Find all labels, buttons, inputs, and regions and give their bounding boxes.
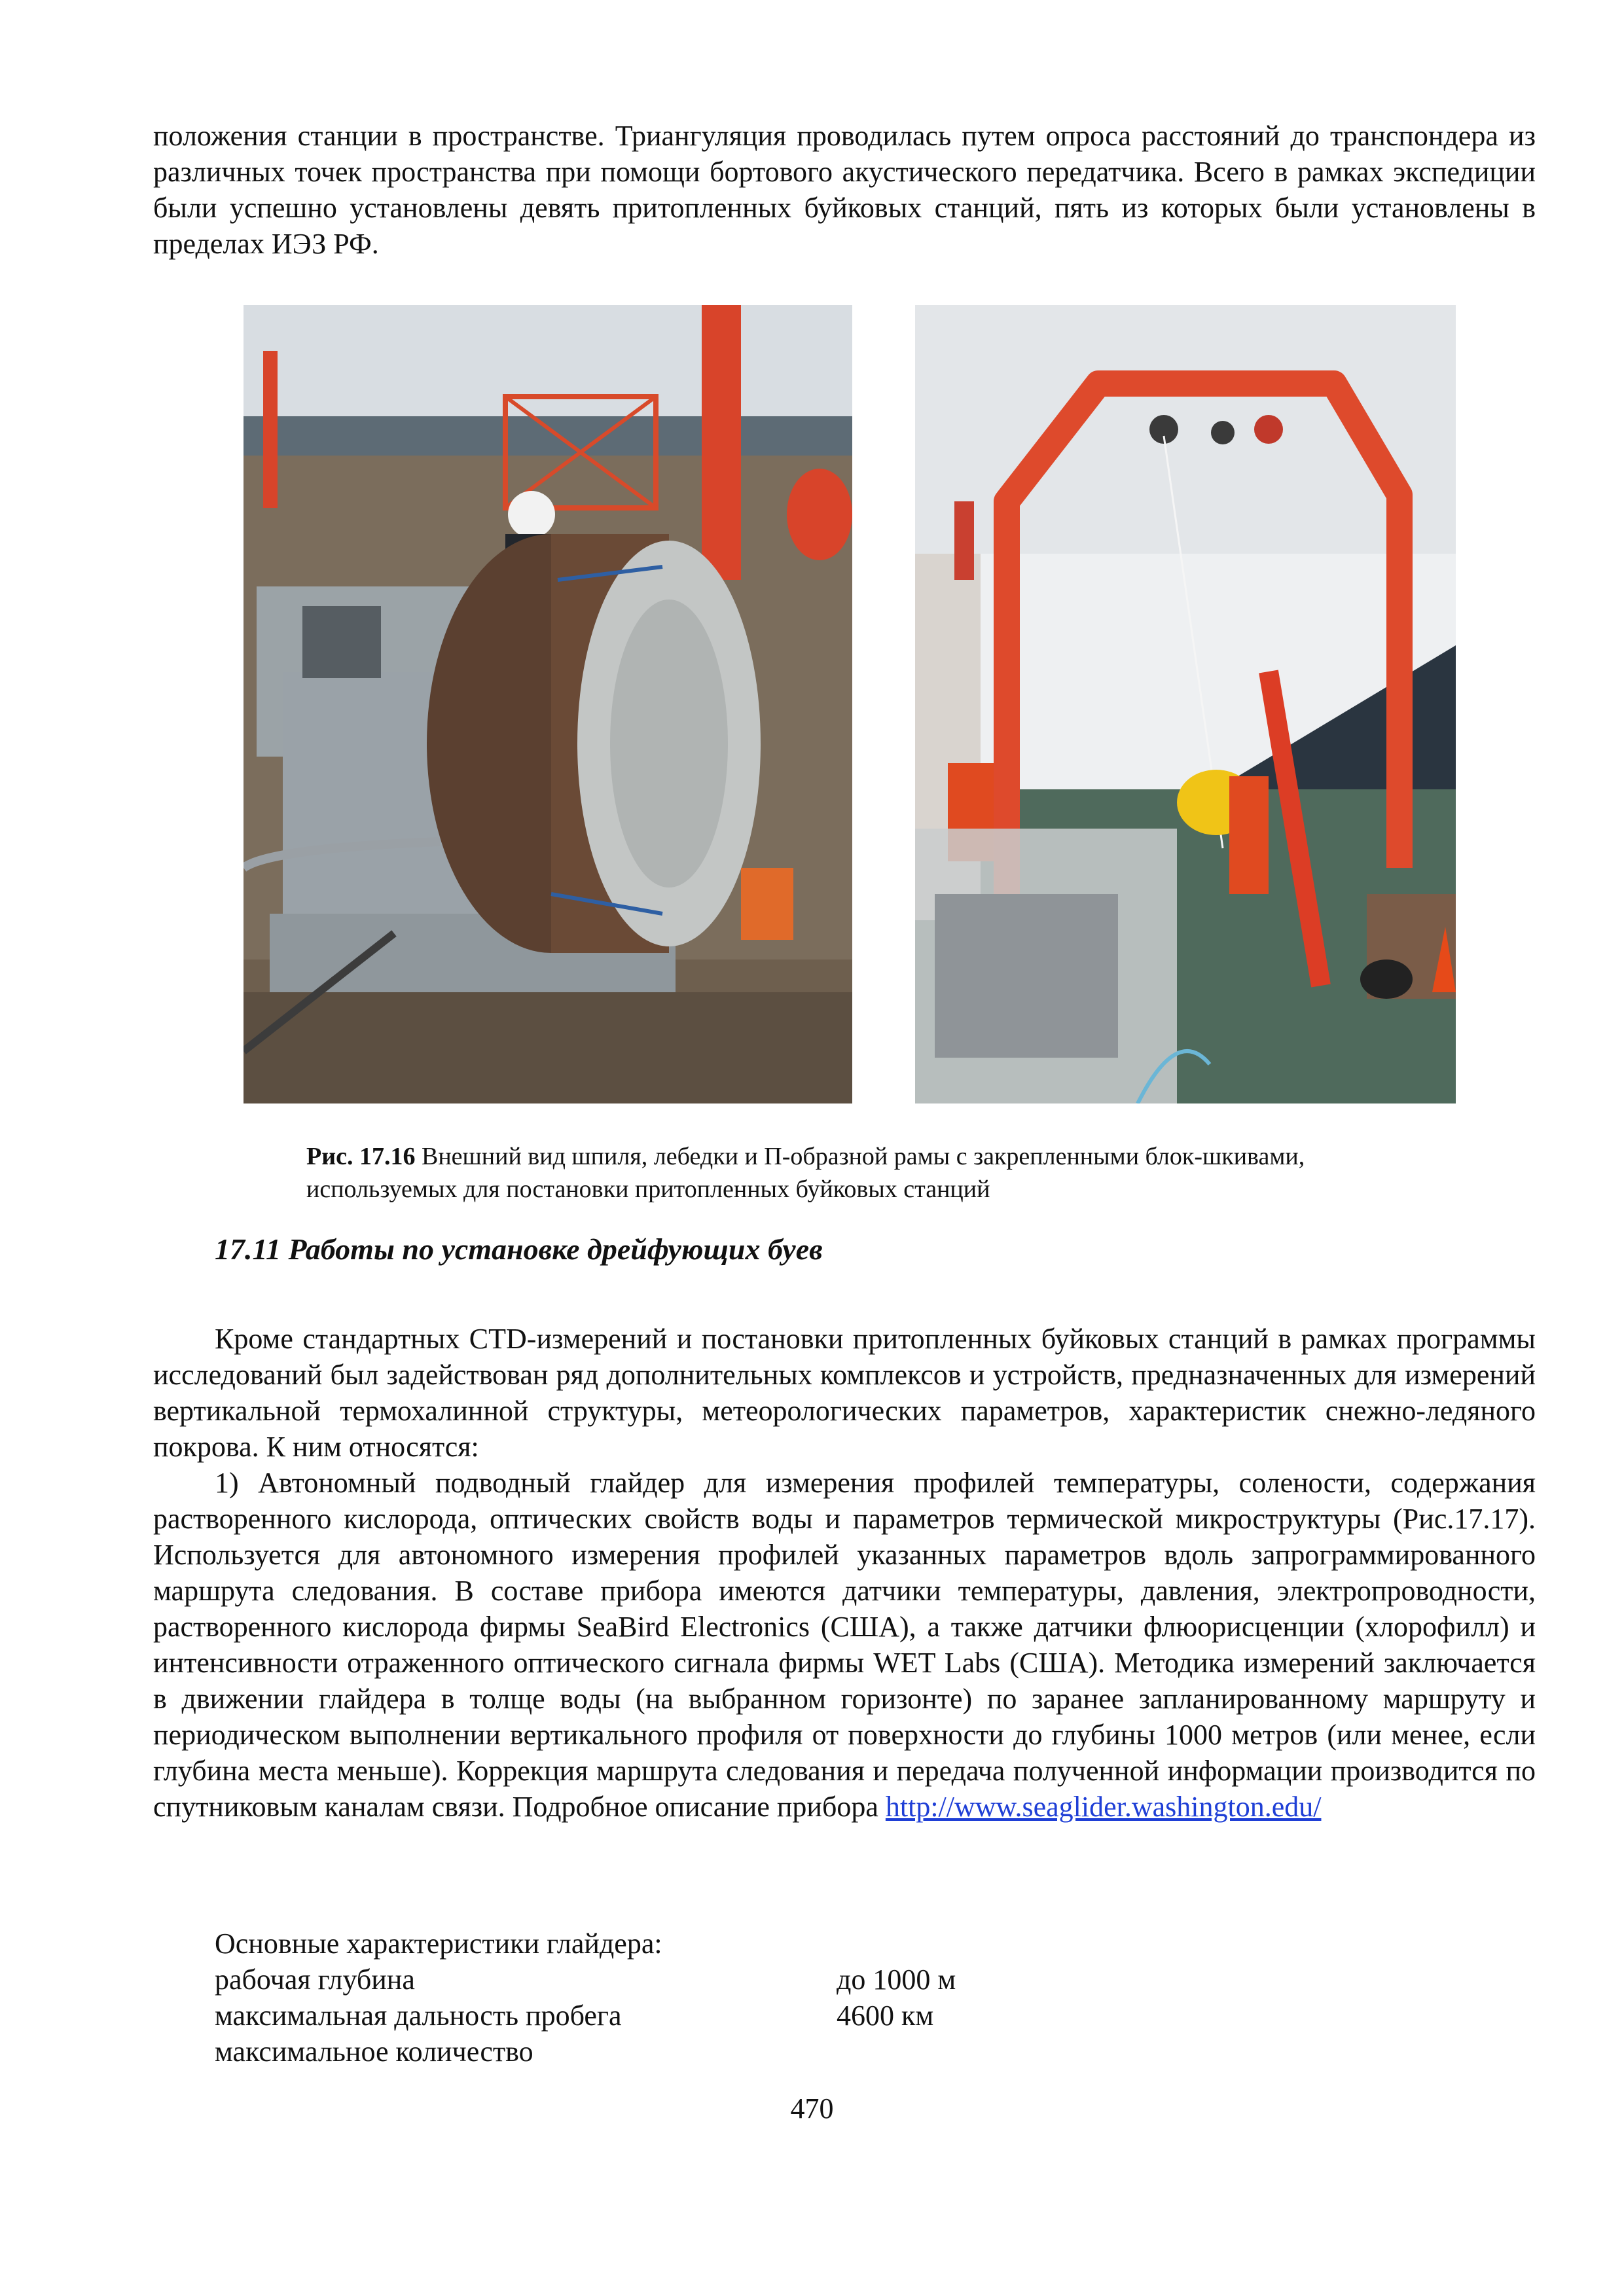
figure-caption [306,1140,1354,1206]
spec-label-depth: рабочая глубина [215,1964,415,1996]
section-heading: 17.11 Работы по установке дрейфующих буев [215,1232,823,1266]
page-number: 470 [790,2092,834,2125]
winch-photo [244,305,852,1103]
figure-label: Рис. 17.16 [306,1143,416,1170]
body-paragraph-2 [153,1465,1536,1825]
intro-paragraph: положения станции в пространстве. Триангуляция проводилась путем опроса расстояний до транспондера из различных точек пространства при помощи бортового акустического передатчика. Всего в рамках экспедиции были успешно установлены девять притопленных буйковых станций, пять из которых были установлены в пределах ИЭЗ РФ. [153,120,1536,260]
spec-label-range: максимальная дальность пробега [215,2000,622,2032]
specs-title: Основные характеристики глайдера: [215,1928,662,1960]
a-frame-photo [915,305,1456,1103]
spec-label-count: максимальное количество [215,2036,533,2068]
figure-caption-text: Внешний вид шпиля, лебедки и П-образной рамы с закрепленными блок-шкивами, используемых для постановки притопленных буйковых станций [306,1143,1305,1203]
seaglider-link[interactable]: http://www.seaglider.washington.edu/ [885,1791,1322,1823]
body-paragraph-2-text: 1) Автономный подводный глайдер для измерения профилей температуры, солености, содержания растворенного кислорода, оптических свойств воды и параметров термической микроструктуры (Рис.17.17). Используется для автономного измерения профилей указанных параметров вдоль запрограммированного маршрута следования. В составе прибора имеются датчики температуры, давления, электропроводности, растворенного кислорода фирмы SeaBird Electronics (США), а также датчики флюорисценции (хлорофилл) и интенсивности отраженного оптического сигнала фирмы WET Labs (США). Методика измерений заключается в движении глайдера в толще воды (на выбранном горизонте) по заранее запланированному маршруту и периодическом выполнении вертикального профиля от поверхности до глубины 1000 метров (или менее, если глубина места меньше). Коррекция маршрута следования и передача полученной информации производится по спутниковым каналам связи. Подробное описание прибора [153,1467,1536,1823]
spec-value-depth: до 1000 м [837,1964,956,1996]
spec-value-range: 4600 км [837,2000,934,2032]
body-paragraph-1: Кроме стандартных CTD-измерений и постановки притопленных буйковых станций в рамках программы исследований был задействован ряд дополнительных комплексов и устройств, предназначенных для измерений вертикальной термохалинной структуры, метеорологических параметров, характеристик снежно-ледяного покрова. К ним относятся: [153,1323,1536,1463]
